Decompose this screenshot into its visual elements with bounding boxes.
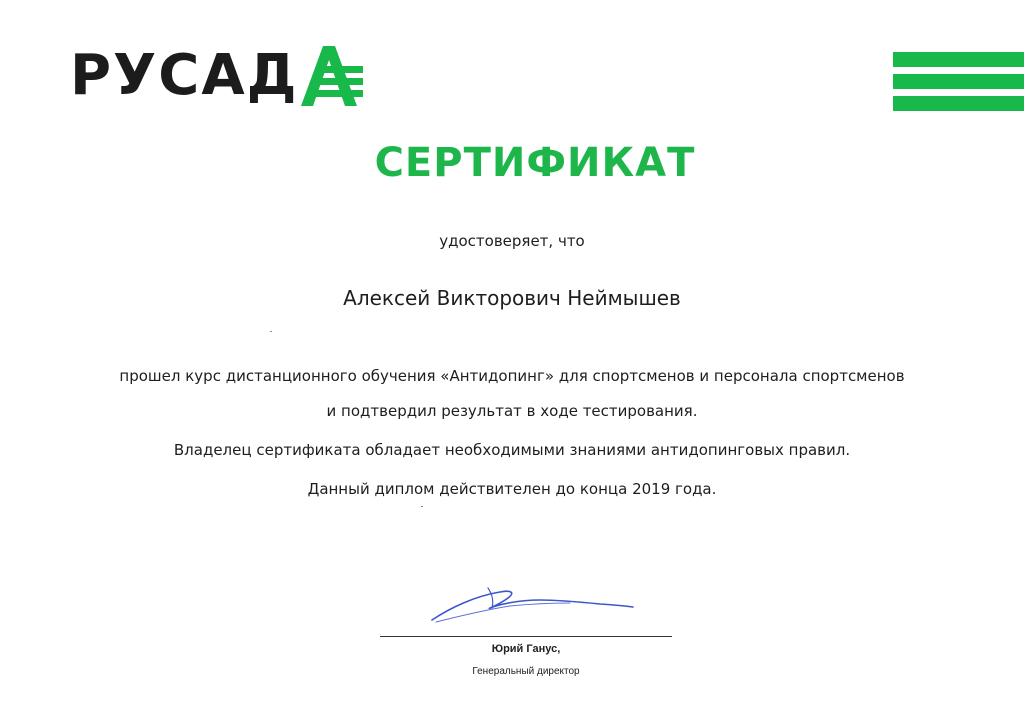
signer-name: Юрий Ганус, [491, 643, 561, 655]
green-stripes-decoration [893, 52, 1024, 112]
logo-text: РУСАД [70, 43, 299, 108]
body-line: Владелец сертификата обладает необходимыми знаниями антидопинговых правил. [173, 441, 851, 459]
body-line: прошел курс дистанционного обучения «Антидопинг» для спортсменов и персонала спортсменов [119, 367, 905, 385]
handwritten-signature [430, 586, 635, 628]
stripe [893, 74, 1024, 89]
stripe [893, 96, 1024, 111]
stripe [893, 52, 1024, 67]
recipient-name: Алексей Викторович Неймышев [343, 286, 681, 310]
speck [270, 331, 272, 332]
signer-role: Генеральный директор [472, 666, 580, 677]
body-line: и подтвердил результат в ходе тестирования. [326, 402, 698, 420]
signature-line [380, 636, 672, 637]
certifies-text: удостоверяет, что [439, 232, 585, 250]
body-line: Данный диплом действителен до конца 2019 года. [307, 480, 717, 498]
rusada-logo [70, 36, 363, 116]
certificate-title: СЕРТИФИКАТ [374, 140, 696, 186]
logo-a-mark-icon [301, 46, 363, 106]
speck [421, 506, 423, 507]
